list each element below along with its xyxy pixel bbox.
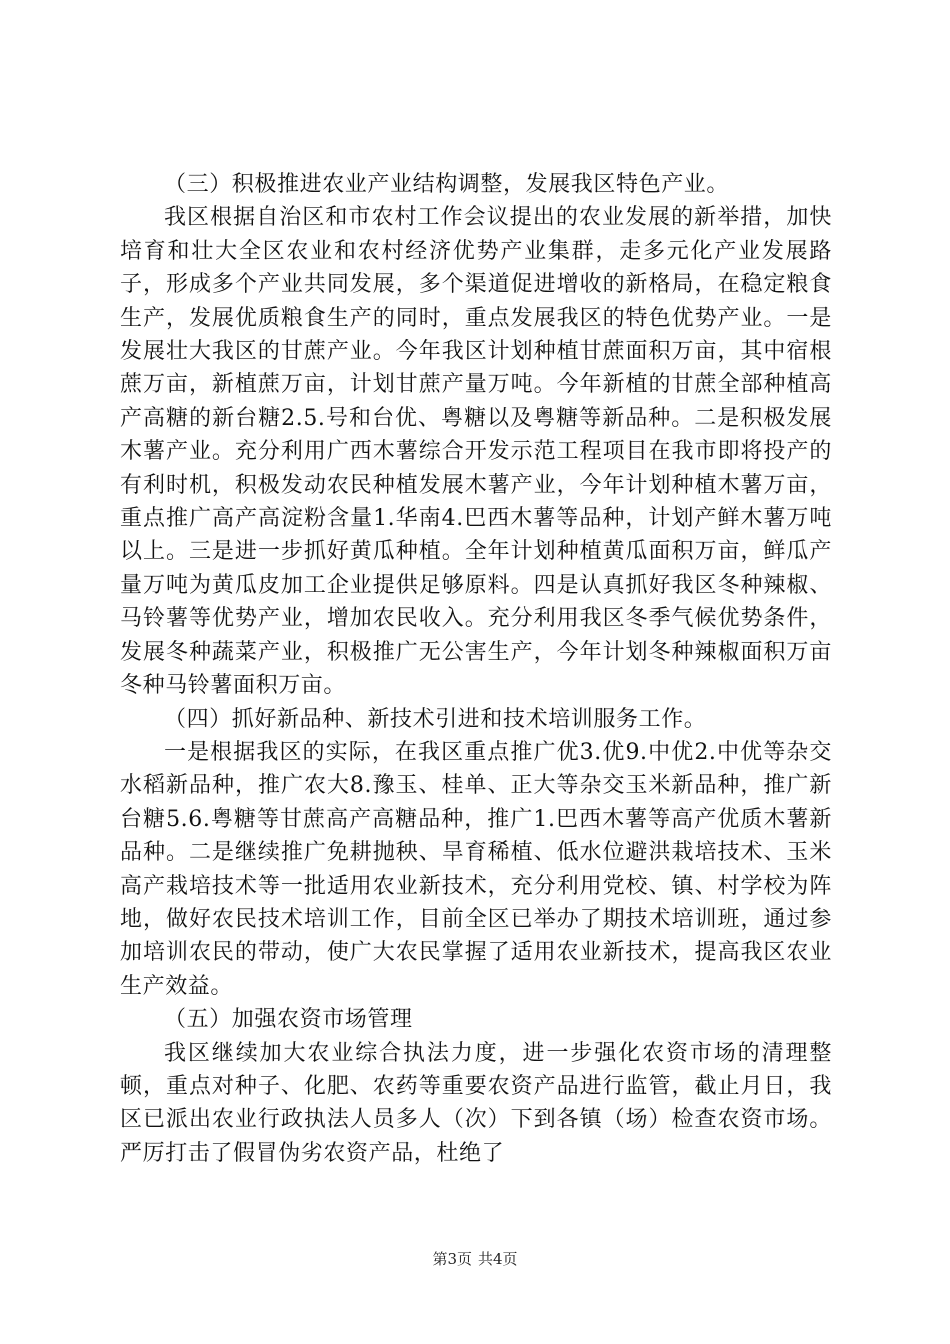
body-paragraph: 一是根据我区的实际，在我区重点推广优3.优9.中优2.中优等杂交水稻新品种，推广农大8.豫玉、桂单、正大等杂交玉米新品种，推广新台糖5.6.粤糖等甘蔗高产高糖品种，推广1.巴西木薯等高产优质木薯新品种。二是继续推广免耕抛秧、旱育稀植、低水位避洪栽培技术、玉米高产栽培技术等一批适用农业新技术，充分利用党校、镇、村学校为阵地，做好农民技术培训工作，目前全区已举办了期技术培训班，通过参加培训农民的带动，使广大农民掌握了适用农业新技术，提高我区农业生产效益。 [120, 739, 832, 999]
document-body [120, 168, 832, 1170]
page-number: 第3页 [432, 1250, 472, 1268]
body-paragraph: 我区继续加大农业综合执法力度，进一步强化农资市场的清理整顿，重点对种子、化肥、农药等重要农资产品进行监管，截止月日，我区已派出农业行政执法人员多人（次）下到各镇（场）检查农资市场。严厉打击了假冒伪劣农资产品，杜绝了 [120, 1040, 832, 1166]
section-heading-3: （三）积极推进农业产业结构调整，发展我区特色产业。 [164, 172, 730, 197]
section-heading-4: （四）抓好新品种、新技术引进和技术培训服务工作。 [164, 706, 707, 732]
section-heading-5: （五）加强农资市场管理 [164, 1007, 413, 1033]
page-total: 共4页 [478, 1250, 518, 1268]
body-paragraph: 我区根据自治区和市农村工作会议提出的农业发展的新举措，加快培育和壮大全区农业和农村经济优势产业集群，走多元化产业发展路子，形成多个产业共同发展，多个渠道促进增收的新格局，在稳定粮食生产，发展优质粮食生产的同时，重点发展我区的特色优势产业。一是发展壮大我区的甘蔗产业。今年我区计划种植甘蔗面积万亩，其中宿根蔗万亩，新植蔗万亩，计划甘蔗产量万吨。今年新植的甘蔗全部种植高产高糖的新台糖2.5.号和台优、粤糖以及粤糖等新品种。二是积极发展木薯产业。充分利用广西木薯综合开发示范工程项目在我市即将投产的有利时机，积极发动农民种植发展木薯产业，今年计划种植木薯万亩，重点推广高产高淀粉含量1.华南4.巴西木薯等品种，计划产鲜木薯万吨以上。三是进一步抓好黄瓜种植。全年计划种植黄瓜面积万亩，鲜瓜产量万吨为黄瓜皮加工企业提供足够原料。四是认真抓好我区冬种辣椒、马铃薯等优势产业，增加农民收入。充分利用我区冬季气候优势条件，发展冬种蔬菜产业，积极推广无公害生产，今年计划冬种辣椒面积万亩冬种马铃薯面积万亩。 [120, 205, 832, 699]
page-footer [0, 1248, 950, 1269]
